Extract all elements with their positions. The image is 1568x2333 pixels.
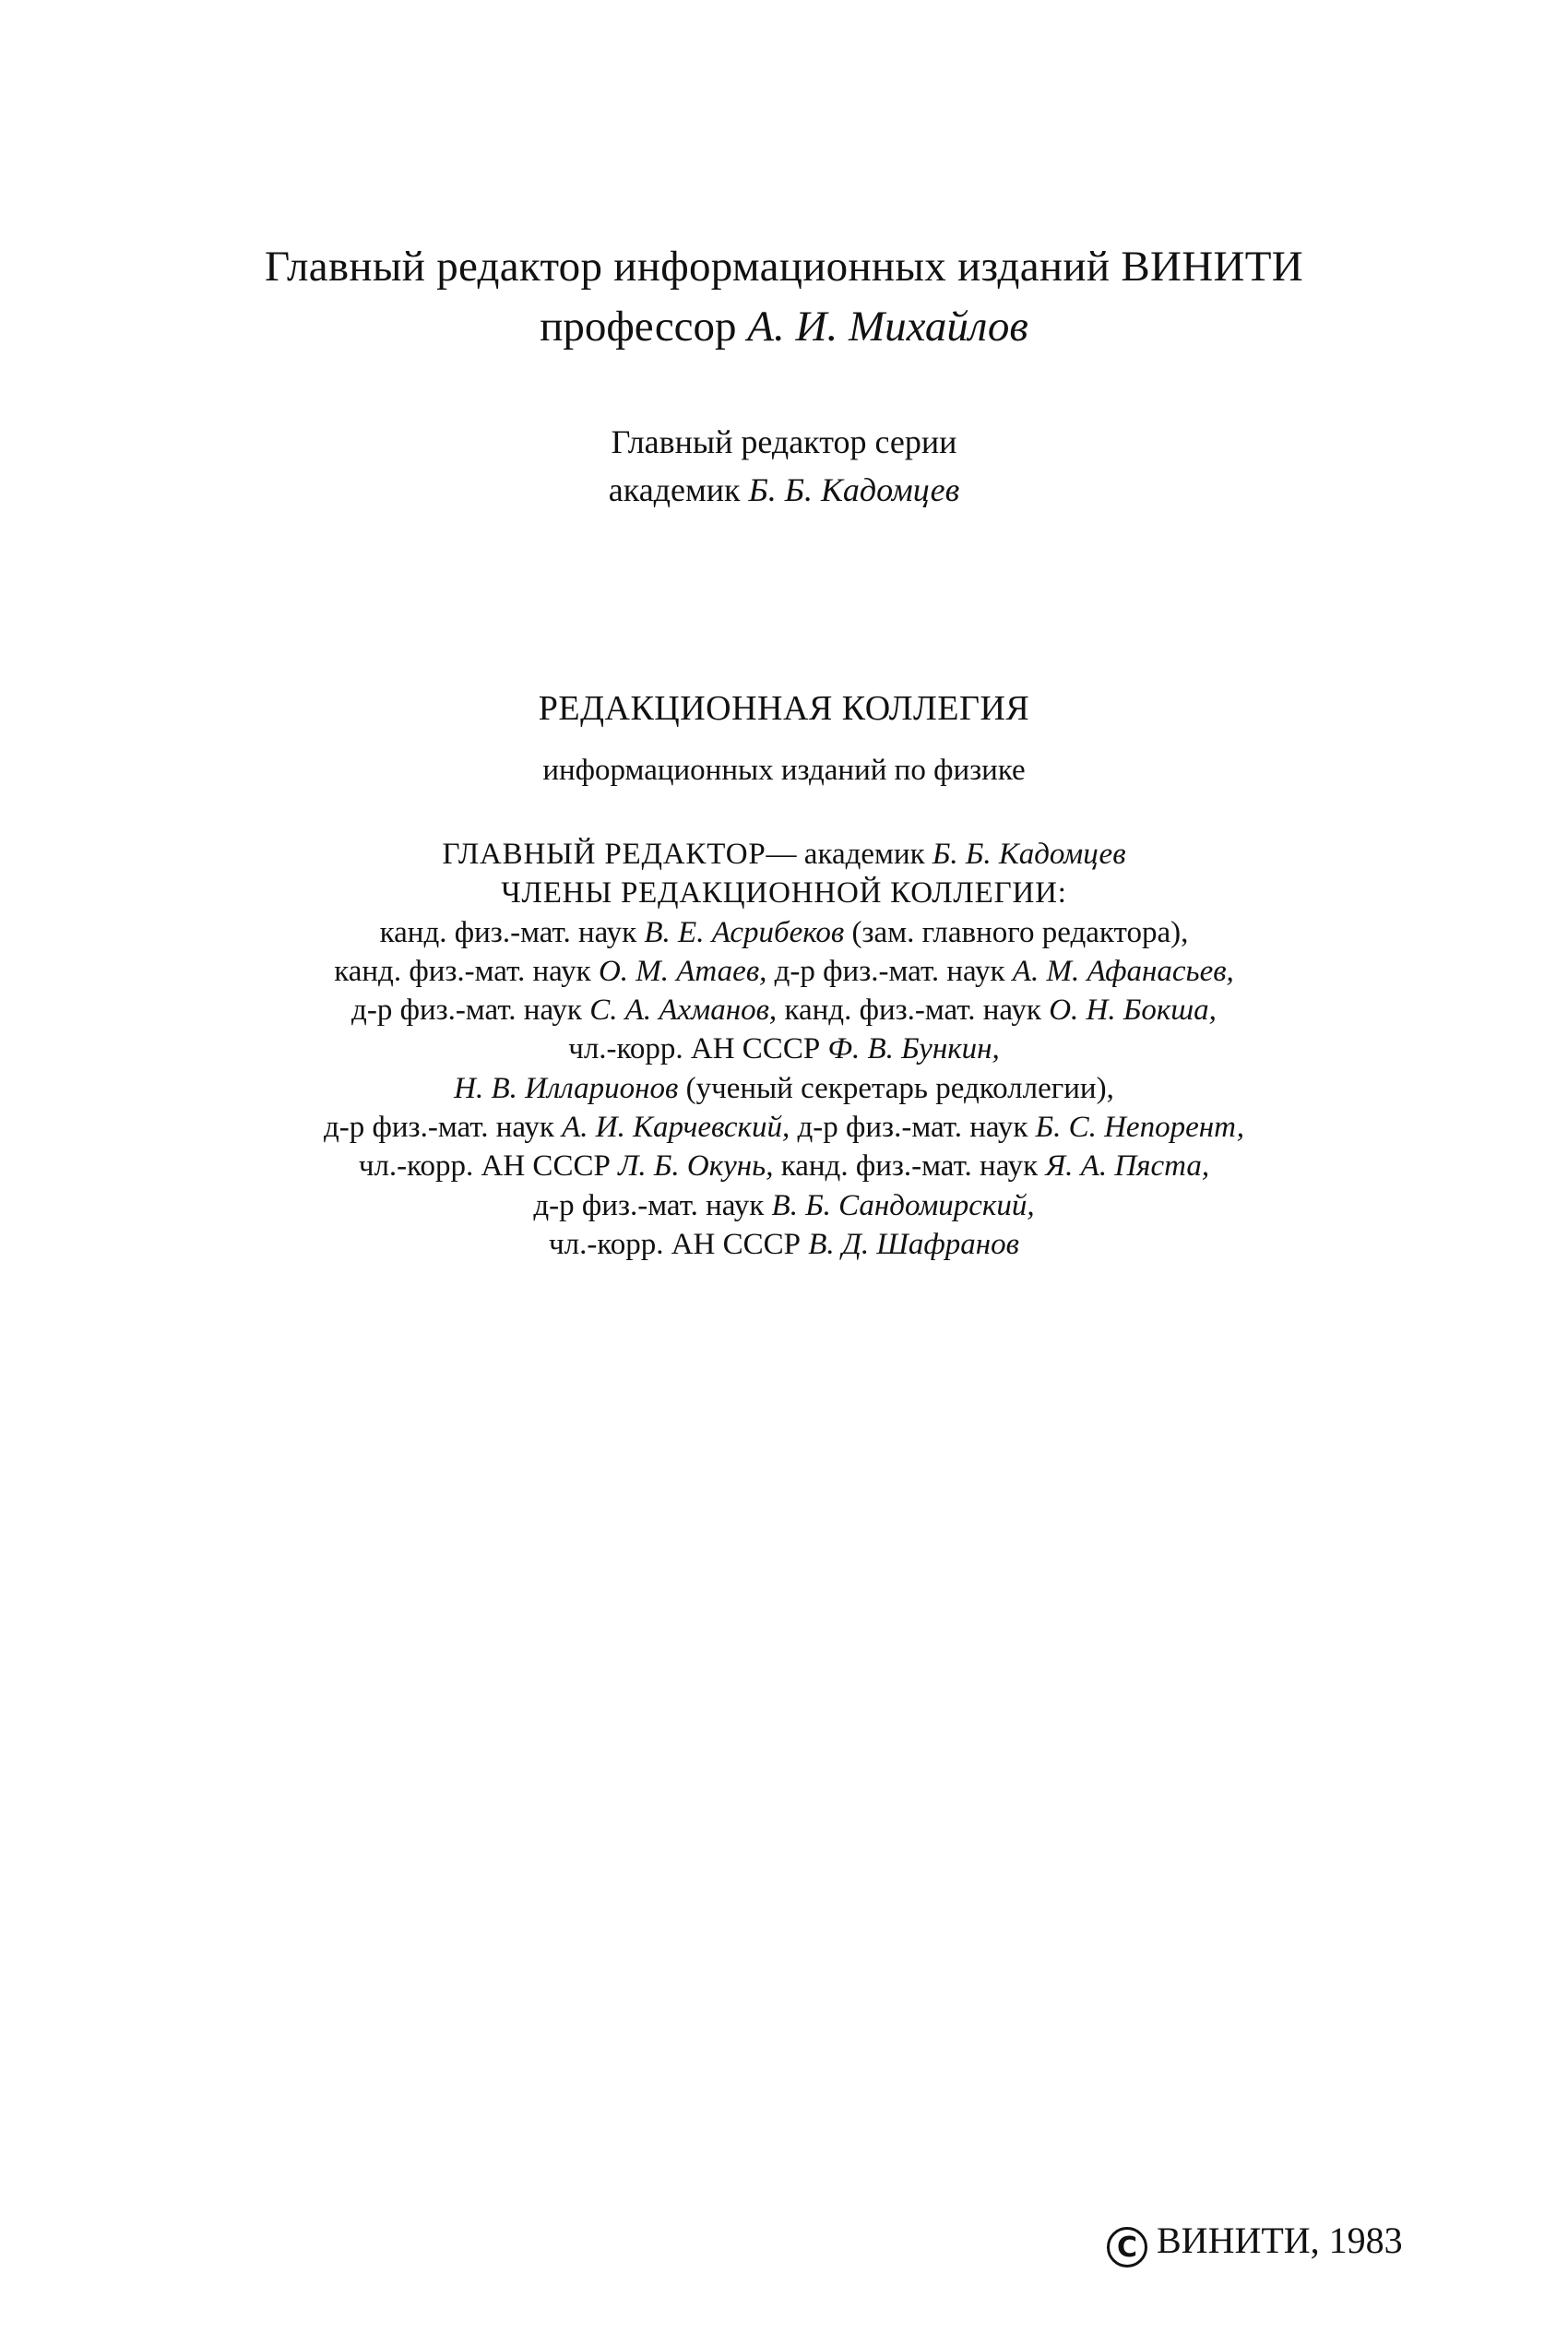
member-line	[0, 1225, 1568, 1264]
member-name: Я. А. Пяста,	[1045, 1149, 1210, 1184]
chief-editor-name: А. И. Михайлов	[747, 303, 1028, 351]
board-chief-title: — академик	[766, 838, 925, 871]
editorial-board-heading	[0, 688, 1568, 729]
editorial-board-list	[0, 835, 1568, 1264]
member-line	[0, 1186, 1568, 1225]
chief-editor-title: профессор	[540, 303, 737, 351]
member-name: В. Б. Сандомирский,	[771, 1188, 1035, 1222]
board-chief-name: Б. Б. Кадомцев	[932, 838, 1126, 871]
member-name: Б. С. Непорент,	[1035, 1111, 1245, 1145]
member-title: канд. физ.-мат. наук	[334, 954, 599, 988]
member-name: А. М. Афанасьев,	[1012, 954, 1234, 988]
series-editor-title: академик	[608, 471, 741, 508]
member-name: О. М. Атаев,	[598, 954, 767, 988]
member-name: В. Е. Асрибеков	[644, 915, 845, 949]
chief-editor-name-line	[0, 302, 1568, 351]
member-title: канд. физ.-мат. наук	[777, 994, 1050, 1028]
member-line	[0, 1069, 1568, 1108]
member-title: д-р физ.-мат. наук	[766, 954, 1013, 988]
member-name: Н. В. Илларионов	[454, 1071, 679, 1105]
member-name: В. Д. Шафранов	[808, 1227, 1019, 1261]
chief-editor-position	[0, 242, 1568, 292]
member-title: д-р физ.-мат. наук	[790, 1111, 1036, 1145]
editorial-board-subheading	[0, 754, 1568, 788]
member-line	[0, 1030, 1568, 1068]
member-name: О. Н. Бокша,	[1049, 994, 1217, 1028]
member-name: Ф. В. Бункин,	[827, 1032, 1000, 1066]
member-line	[0, 913, 1568, 952]
member-note: (зам. главного редактора),	[844, 915, 1189, 949]
board-members-label: ЧЛЕНЫ РЕДАКЦИОННОЙ КОЛЛЕГИИ:	[501, 876, 1067, 911]
member-line	[0, 991, 1568, 1030]
copyright-notice	[1107, 2219, 1403, 2268]
member-title: чл.-корр. АН СССР	[549, 1227, 809, 1261]
member-title: чл.-корр. АН СССР	[358, 1149, 619, 1184]
member-line	[0, 952, 1568, 991]
copyright-text: ВИНИТИ, 1983	[1157, 2220, 1403, 2261]
chief-editor-position-text: Главный редактор информационных изданий ВИНИТИ	[265, 243, 1303, 291]
copyright-icon: C	[1107, 2227, 1147, 2268]
member-title: д-р физ.-мат. наук	[323, 1111, 563, 1145]
member-name: А. И. Карчевский,	[562, 1111, 790, 1145]
member-note: (ученый секретарь редколлегии),	[678, 1071, 1114, 1105]
series-editor-position	[0, 423, 1568, 461]
editorial-board-subheading-text: информационных изданий по физике	[542, 754, 1026, 787]
board-chief-line	[0, 835, 1568, 874]
series-editor-name-line	[0, 470, 1568, 509]
board-chief-label: ГЛАВНЫЙ РЕДАКТОР	[442, 838, 766, 871]
series-editor-name: Б. Б. Кадомцев	[748, 471, 960, 508]
member-line	[0, 1147, 1568, 1185]
member-title: канд. физ.-мат. наук	[379, 915, 645, 949]
member-title: д-р физ.-мат. наук	[351, 994, 590, 1028]
member-name: Л. Б. Окунь,	[618, 1149, 774, 1184]
editorial-board-heading-text: РЕДАКЦИОННАЯ КОЛЛЕГИЯ	[538, 689, 1030, 728]
member-line	[0, 1108, 1568, 1147]
member-name: С. А. Ахманов,	[589, 994, 778, 1028]
member-title: чл.-корр. АН СССР	[568, 1032, 828, 1066]
series-editor-position-text: Главный редактор серии	[611, 423, 957, 460]
member-title: канд. физ.-мат. наук	[773, 1149, 1046, 1184]
member-title: д-р физ.-мат. наук	[533, 1188, 772, 1222]
